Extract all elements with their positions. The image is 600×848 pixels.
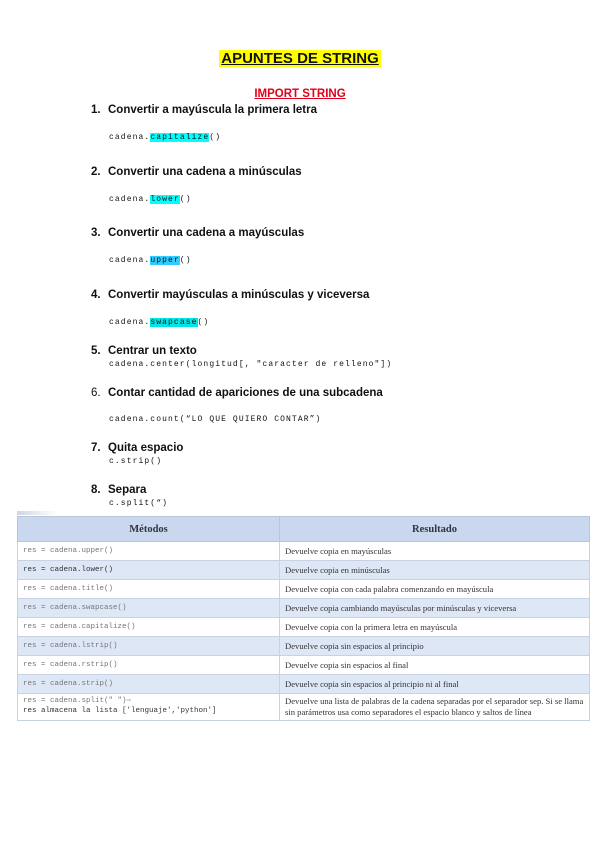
method-cell: res = cadena.lower() [18,561,280,580]
item-text: Convertir una cadena a mayúsculas [108,227,305,239]
result-cell: Devuelve una lista de palabras de la cadena separadas por el separador sep. Si se llama sin parámetros usa como separadores el espacio blanco y saltos de línea [280,694,590,721]
code-prefix: cadena. [109,195,151,204]
result-cell: Devuelve copia cambiando mayúsculas por minúsculas y viceversa [280,599,590,618]
code-snippet-7: c.strip() [109,457,163,466]
code-suffix: () [209,133,222,142]
list-item-4 [91,289,369,301]
code-prefix: cadena. [109,318,151,327]
table-row [18,599,590,618]
code-snippet-3 [109,256,192,265]
list-item-2 [91,166,302,178]
list-item-6 [91,387,383,399]
code-snippet-1 [109,133,221,142]
method-cell: res = cadena.rstrip() [18,656,280,675]
method-cell: res = cadena.upper() [18,542,280,561]
item-text: Quita espacio [108,442,184,454]
list-item-5 [91,345,197,357]
list-item-8 [91,484,146,496]
item-number: 1. [91,104,101,116]
table-shadow [17,511,57,515]
method-cell: res = cadena.swapcase() [18,599,280,618]
item-number: 2. [91,166,101,178]
item-text: Convertir mayúsculas a minúsculas y viceversa [108,289,370,301]
section-subtitle: IMPORT STRING [254,88,346,100]
code-suffix: () [179,256,192,265]
table-row [18,561,590,580]
item-text: Convertir a mayúscula la primera letra [108,104,318,116]
item-number: 6. [91,387,101,399]
method-cell: res = cadena.lstrip() [18,637,280,656]
code-prefix: cadena. [109,256,151,265]
item-number: 4. [91,289,101,301]
result-cell: Devuelve copia en mayúsculas [280,542,590,561]
list-item-3 [91,227,304,239]
code-highlight: swapcase [150,318,198,327]
item-text: Contar cantidad de apariciones de una subcadena [108,387,383,399]
result-cell: Devuelve copia sin espacios al principio [280,637,590,656]
method-cell [18,694,280,721]
page-title: APUNTES DE STRING [221,50,379,67]
result-cell: Devuelve copia en minúsculas [280,561,590,580]
table-row [18,675,590,694]
item-text: Separa [108,484,147,496]
table-row [18,637,590,656]
item-text: Centrar un texto [108,345,197,357]
method-cell: res = cadena.title() [18,580,280,599]
code-highlight: capitalize [150,133,210,142]
code-snippet-8: c.split(“) [109,499,169,508]
header-methods: Métodos [18,517,280,542]
list-item-7 [91,442,183,454]
method-cell: res = cadena.capitalize() [18,618,280,637]
code-snippet-6: cadena.count(“LO QUE QUIERO CONTAR”) [109,415,322,424]
code-highlight: upper [150,256,180,265]
header-result: Resultado [280,517,590,542]
item-number: 7. [91,442,101,454]
result-cell: Devuelve copia sin espacios al principio ni al final [280,675,590,694]
table-header-row [18,517,590,542]
item-number: 8. [91,484,101,496]
code-snippet-5: cadena.center(longitud[, "caracter de relleno"]) [109,360,393,369]
result-cell: Devuelve copia sin espacios al final [280,656,590,675]
item-number: 5. [91,345,101,357]
item-text: Convertir una cadena a minúsculas [108,166,302,178]
table-row [18,580,590,599]
methods-table [17,516,590,721]
code-snippet-2 [109,195,192,204]
list-item-1 [91,104,317,116]
code-prefix: cadena. [109,133,151,142]
code-snippet-4 [109,318,209,327]
method-cell: res = cadena.strip() [18,675,280,694]
item-number: 3. [91,227,101,239]
table-row [18,618,590,637]
code-suffix: () [197,318,210,327]
result-cell: Devuelve copia con cada palabra comenzando en mayúscula [280,580,590,599]
method-line-1: res = cadena.split(" ")⇨ [23,697,132,705]
code-highlight: lower [150,195,180,204]
code-suffix: () [179,195,192,204]
table-row [18,542,590,561]
method-line-2: res almacena la lista ['lenguaje','python'] [23,707,217,715]
table-row [18,656,590,675]
table-row [18,694,590,721]
result-cell: Devuelve copia con la primera letra en mayúscula [280,618,590,637]
